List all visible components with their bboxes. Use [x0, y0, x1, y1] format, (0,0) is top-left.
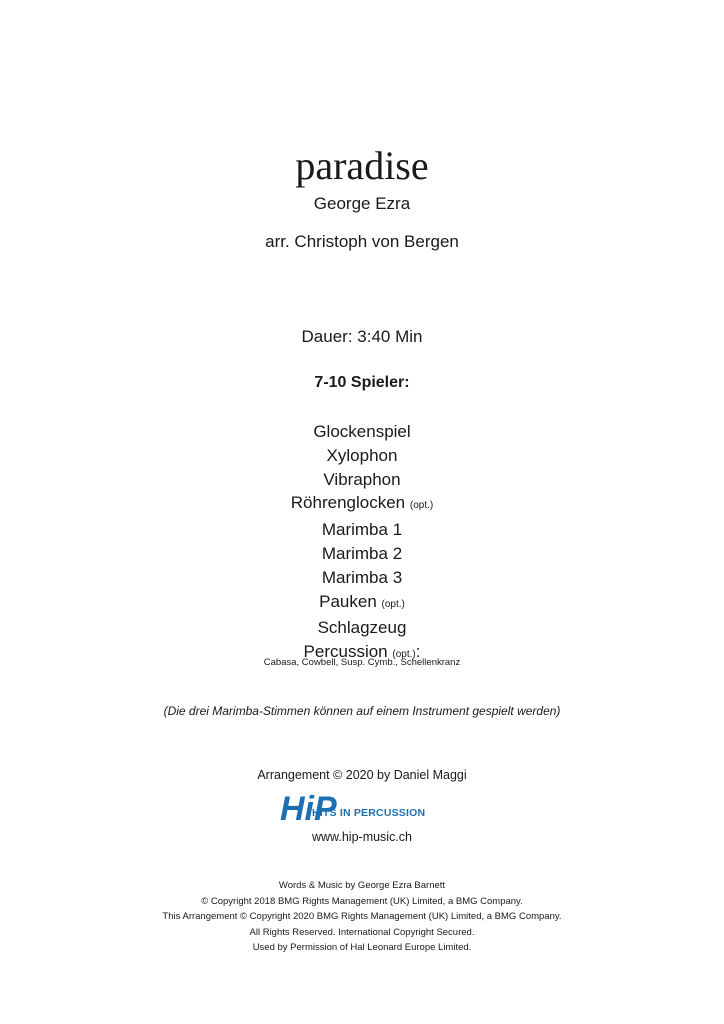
copyright-block — [0, 878, 724, 956]
credit-line: This Arrangement © Copyright 2020 BMG Rights Management (UK) Limited, a BMG Company. — [162, 911, 562, 922]
instrument-item: Percussion (opt.): — [303, 642, 421, 662]
song-title: paradise — [295, 143, 429, 188]
logo-text: HITS IN PERCUSSION — [312, 807, 426, 819]
instrument-item: Xylophon — [326, 445, 398, 465]
instrument-item: Vibraphon — [323, 469, 401, 489]
marimba-note: (Die drei Marimba-Stimmen können auf einem Instrument gespielt werden) — [163, 704, 561, 718]
instrument-item: Pauken (opt.) — [319, 591, 405, 611]
percussion-detail: Cabasa, Cowbell, Susp. Cymb., Schellenkranz — [263, 657, 461, 668]
instrument-item: Marimba 1 — [321, 520, 403, 540]
instrument-item: Glockenspiel — [313, 422, 411, 441]
optional-tag: (opt.) — [409, 500, 434, 512]
credit-line: Used by Permission of Hal Leonard Europe Limited. — [252, 942, 472, 953]
optional-tag: (opt.) — [381, 598, 405, 610]
website-link[interactable]: www.hip-music.ch — [311, 830, 413, 844]
instrument-item: Marimba 3 — [321, 567, 403, 587]
instrument-item: Marimba 2 — [321, 543, 403, 563]
hip-logo-icon — [280, 786, 450, 826]
optional-tag: (opt.) — [392, 649, 416, 661]
arrangement-credit: Arrangement © 2020 by Daniel Maggi — [257, 768, 467, 782]
instrument-item: Schlagzeug — [317, 618, 407, 638]
credit-line: © Copyright 2018 BMG Rights Management (UK) Limited, a BMG Company. — [201, 895, 523, 907]
credit-line: All Rights Reserved. International Copyright Secured. — [249, 926, 475, 938]
arranger-line: arr. Christoph von Bergen — [265, 232, 459, 251]
instrument-item: Röhrenglocken (opt.) — [290, 493, 434, 513]
duration-line: Dauer: 3:40 Min — [301, 327, 423, 346]
instrument-list — [0, 420, 724, 667]
credit-line: Words & Music by George Ezra Barnett — [278, 880, 446, 891]
players-heading: 7-10 Spieler: — [314, 374, 410, 391]
composer-name: George Ezra — [313, 194, 411, 213]
logo-mark: HiP — [280, 790, 337, 826]
